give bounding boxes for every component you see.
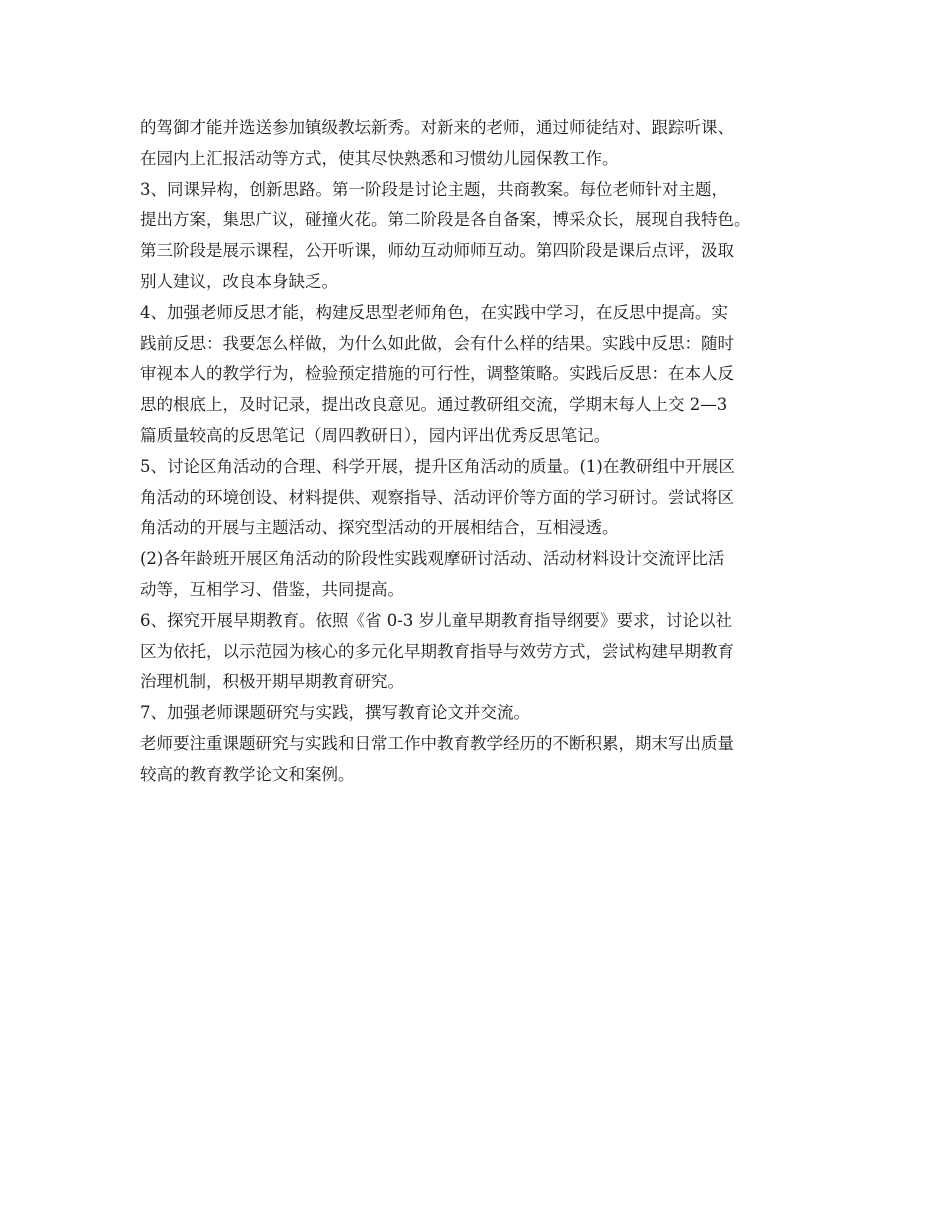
body-line: 践前反思：我要怎么样做，为什么如此做，会有什么样的结果。实践中反思：随时 [140, 333, 734, 353]
body-line: 6、探究开展早期教育。依照《省 0-3 岁儿童早期教育指导纲要》要求，讨论以社 [140, 610, 733, 630]
body-line: 角活动的环境创设、材料提供、观察指导、活动评价等方面的学习研讨。尝试将区 [140, 487, 734, 507]
body-line: 思的根底上，及时记录，提出改良意见。通过教研组交流，学期末每人上交 2—3 [140, 395, 728, 415]
body-line: 较高的教育教学论文和案例。 [140, 764, 355, 784]
body-line: (2)各年龄班开展区角活动的阶段性实践观摩研讨活动、活动材料设计交流评比活 [140, 549, 725, 569]
body-line: 动等，互相学习、借鉴，共同提高。 [140, 579, 404, 599]
body-line: 的驾御才能并选送参加镇级教坛新秀。对新来的老师，通过师徒结对、跟踪听课、 [140, 118, 734, 137]
body-line: 角活动的开展与主题活动、探究型活动的开展相结合，互相浸透。 [140, 518, 619, 538]
body-line: 治理机制，积极开期早期教育研究。 [140, 672, 404, 692]
body-line: 区为依托，以示范园为核心的多元化早期教育指导与效劳方式，尝试构建早期教育 [140, 641, 734, 661]
body-line: 篇质量较高的反思笔记（周四教研日），园内评出优秀反思笔记。 [140, 425, 611, 445]
body-line: 老师要注重课题研究与实践和日常工作中教育教学经历的不断积累，期末写出质量 [140, 733, 734, 753]
document-body [140, 113, 830, 791]
body-line: 审视本人的教学行为，检验预定措施的可行性，调整策略。实践后反思：在本人反 [140, 364, 734, 384]
body-line: 5、讨论区角活动的合理、科学开展，提升区角活动的质量。(1)在教研组中开展区 [140, 456, 735, 476]
body-line: 7、加强老师课题研究与实践，撰写教育论文并交流。 [140, 703, 530, 723]
body-line: 第三阶段是展示课程，公开听课，师幼互动师师互动。第四阶段是课后点评，汲取 [140, 241, 734, 261]
body-line: 4、加强老师反思才能，构建反思型老师角色，在实践中学习，在反思中提高。实 [140, 302, 728, 322]
body-line: 别人建议，改良本身缺乏。 [140, 271, 338, 291]
body-line: 提出方案，集思广议，碰撞火花。第二阶段是各自备案，博采众长，展现自我特色。 [140, 210, 751, 230]
body-line: 在园内上汇报活动等方式，使其尽快熟悉和习惯幼儿园保教工作。 [140, 148, 619, 168]
body-line: 3、同课异构，创新思路。第一阶段是讨论主题，共商教案。每位老师针对主题， [140, 179, 728, 199]
